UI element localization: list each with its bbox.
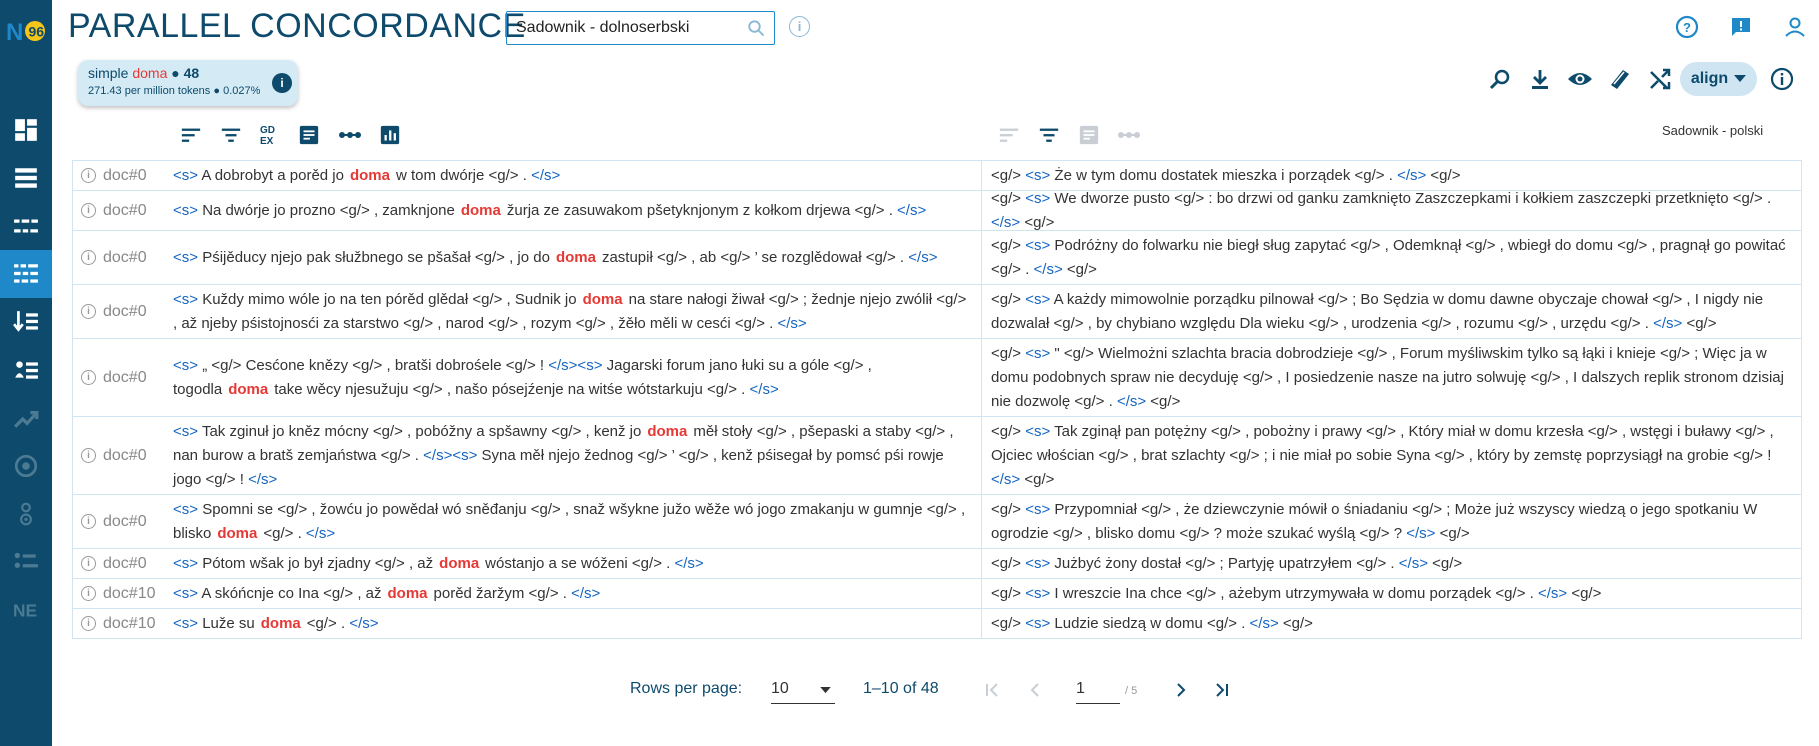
s-close-tag: </s>	[777, 314, 807, 332]
aligned-cell[interactable]	[982, 495, 1802, 548]
page-title: PARALLEL CONCORDANCE	[68, 7, 526, 45]
s-open-tag: <s>	[1025, 189, 1051, 207]
s-open-tag: <s>	[173, 584, 199, 602]
doc-id: doc#10	[103, 614, 156, 632]
s-close-tag: </s>	[1249, 614, 1279, 632]
doc-info-icon[interactable]: i	[81, 514, 96, 529]
keyword-hit[interactable]: doma	[647, 422, 688, 440]
right-context: take wěcy njesužuju <g/> , našo pósejźenje na witśe wótstarkuju <g/> .	[274, 380, 746, 398]
nav-ngrams-icon	[0, 490, 52, 538]
doc-info-icon[interactable]: i	[81, 250, 96, 265]
left-context: „ <g/> Cesćone knězy <g/> , bratši dobrośele <g/> !	[202, 356, 545, 374]
source-cell	[72, 609, 982, 638]
g-tag: <g/>	[991, 166, 1022, 184]
next-page-icon[interactable]	[1173, 682, 1189, 698]
keyword-hit[interactable]: doma	[387, 584, 428, 602]
source-text[interactable]	[171, 350, 981, 406]
align-label: align	[1690, 70, 1729, 87]
left-context: Luže su	[202, 614, 255, 632]
doc-info-icon[interactable]: i	[81, 616, 96, 631]
right-sort-icon	[996, 122, 1022, 148]
source-text[interactable]	[171, 548, 714, 580]
doc-id: doc#0	[103, 201, 147, 219]
doc-id: doc#10	[103, 584, 156, 602]
nav-ne-icon	[0, 586, 52, 634]
s-open-tag: <s>	[173, 422, 199, 440]
left-context: Tak zginuł jo kněz mócny <g/> , pobóžny a spšawny <g/> , kenž jo	[201, 422, 642, 440]
left-context: Na dwórje jo prozno <g/> , zamknjone	[202, 201, 455, 219]
doc-id: doc#0	[103, 512, 147, 530]
current-page: 1	[1076, 680, 1085, 697]
left-context-2: Jagarski forum jano łuki su a góle <g/> , togodla	[173, 356, 872, 398]
rows-per-page-value: 10	[771, 680, 789, 697]
source-cell	[72, 285, 982, 338]
aligned-text: I wreszcie Ina chce <g/> , ażebym utrzymywała w domu porządek <g/> .	[1054, 584, 1534, 602]
right-context: porěd žaržym <g/> .	[433, 584, 567, 602]
s-close-tag: </s>	[991, 470, 1021, 488]
aligned-cell[interactable]	[982, 417, 1802, 494]
right-kwic-view-icon	[1076, 122, 1102, 148]
source-text[interactable]	[171, 416, 981, 496]
frequency-chart-icon[interactable]	[377, 122, 403, 148]
g-tag: <g/>	[1150, 392, 1181, 410]
table-row	[72, 495, 1802, 549]
s-close-tag: </s>	[248, 470, 278, 488]
s-close-tag: </s>	[908, 248, 938, 266]
aligned-cell[interactable]	[982, 231, 1802, 284]
s-close-tag: </s>	[1033, 260, 1063, 278]
keyword-hit[interactable]: doma	[228, 380, 269, 398]
table-row	[72, 417, 1802, 495]
source-cell	[72, 549, 982, 578]
first-page-icon	[984, 682, 1000, 698]
g-tag: <g/>	[991, 236, 1022, 254]
s-close-tag: </s>	[749, 380, 779, 398]
svg-text:EX: EX	[260, 136, 274, 147]
query-summary-chip[interactable]	[78, 60, 298, 106]
right-context: žurja ze zasuwakom pšetyknjonym z kołkom drjewa <g/> .	[506, 201, 893, 219]
aligned-text: We dworze pusto <g/> : bo drzwi od ganku zamknięto Zaszczepkami i kołkiem zaszczepki przetknięto <g/> .	[1054, 189, 1772, 207]
s-boundary-tags: </s><s>	[423, 446, 478, 464]
right-context: na stare nałogi žiwał <g/> ; žednje njejo zwólił <g/> , až njeby pśistojnosći za starstwo <g/> , narod <g/> , rozym <g/> , žěło měli w cesći <g/> .	[173, 290, 967, 332]
nav-keywords-icon	[0, 442, 52, 490]
s-open-tag: <s>	[173, 166, 199, 184]
s-open-tag: <s>	[173, 356, 199, 374]
doc-ref[interactable]	[73, 585, 171, 603]
source-cell	[72, 231, 982, 284]
source-text[interactable]	[171, 242, 947, 274]
rows-per-page-label: Rows per page:	[630, 680, 743, 697]
svg-text:96: 96	[28, 23, 45, 40]
search-icon[interactable]	[747, 19, 765, 37]
g-tag: <g/>	[991, 422, 1022, 440]
collocations-icon[interactable]	[337, 122, 363, 148]
bullet: ●	[171, 65, 180, 81]
filter-icon[interactable]	[218, 122, 244, 148]
doc-id: doc#0	[103, 248, 147, 266]
keyword-hit[interactable]: doma	[460, 201, 501, 219]
pagination	[0, 676, 1819, 706]
right-context: <g/> .	[263, 524, 302, 542]
nav-trends-icon	[0, 394, 52, 442]
svg-text:NE: NE	[13, 600, 38, 621]
nav-dashboard-icon[interactable]	[0, 106, 52, 154]
right-context: zastupił <g/> , ab <g/> ’ se rozglědował <g/> .	[601, 248, 905, 266]
keyword-hit[interactable]: doma	[555, 248, 596, 266]
total-pages: / 5	[1125, 685, 1138, 697]
doc-info-icon[interactable]: i	[81, 370, 96, 385]
shuffle-icon[interactable]	[1647, 66, 1673, 92]
concordance-grid	[72, 160, 1802, 639]
source-text[interactable]	[171, 160, 570, 192]
right-context: měł stoły <g/> , pšepaski a staby <g/> , nan burow a bratš zemjaństwa <g/> .	[173, 422, 954, 464]
s-close-tag: </s>	[674, 554, 704, 572]
left-context: Pśijěducy njejo pak słužbnego se pšašał <g/> , jo do	[202, 248, 550, 266]
s-open-tag: <s>	[173, 248, 199, 266]
svg-text:?: ?	[1683, 20, 1691, 35]
g-tag: <g/>	[1439, 524, 1470, 542]
s-open-tag: <s>	[1025, 614, 1051, 632]
s-open-tag: <s>	[1025, 422, 1051, 440]
nav-frequency-icon[interactable]	[0, 346, 52, 394]
s-close-tag: </s>	[1653, 314, 1683, 332]
nav-text-types-icon	[0, 538, 52, 586]
table-row	[72, 609, 1802, 639]
aligned-text: Jużbyć żony dostał <g/> ; Partyję upatrzyłem <g/> .	[1054, 554, 1395, 572]
source-cell	[72, 339, 982, 416]
s-open-tag: <s>	[173, 554, 199, 572]
doc-ref[interactable]	[73, 249, 171, 267]
doc-ref[interactable]	[73, 369, 171, 387]
s-open-tag: <s>	[173, 201, 199, 219]
s-close-tag: </s>	[531, 166, 561, 184]
doc-id: doc#0	[103, 302, 147, 320]
svg-text:GD: GD	[260, 125, 275, 136]
doc-info-icon[interactable]: i	[81, 448, 96, 463]
table-row	[72, 231, 1802, 285]
s-open-tag: <s>	[173, 290, 199, 308]
source-text[interactable]	[171, 578, 610, 610]
aligned-text: Podróżny do folwarku nie biegł sług zapytać <g/> , Odemknął <g/> , wbiegł do domu <g/> , pragnął go powitać <g/> .	[991, 236, 1786, 278]
view-options-icon[interactable]	[1567, 66, 1593, 92]
aligned-text: Że w tym domu dostatek mieszka i porządek <g/> .	[1054, 166, 1393, 184]
left-context: A skóńcnje co Ina <g/> , až	[201, 584, 382, 602]
source-text[interactable]	[171, 284, 981, 340]
g-tag: <g/>	[991, 584, 1022, 602]
page-range: 1–10 of 48	[863, 680, 939, 697]
source-cell	[72, 417, 982, 494]
s-close-tag: </s>	[305, 524, 336, 542]
doc-info-icon[interactable]: i	[81, 586, 96, 601]
last-page-icon[interactable]	[1214, 682, 1230, 698]
s-close-tag: </s>	[1397, 166, 1427, 184]
g-tag: <g/>	[991, 614, 1022, 632]
doc-id: doc#0	[103, 446, 147, 464]
g-tag: <g/>	[1024, 213, 1055, 231]
corpus-info-icon[interactable]: i	[789, 16, 810, 37]
query-info-icon[interactable]: i	[272, 73, 292, 93]
table-row	[72, 285, 1802, 339]
doc-ref[interactable]	[73, 513, 171, 531]
caret-down-icon	[820, 687, 831, 694]
keyword-hit[interactable]: doma	[217, 524, 258, 542]
source-text[interactable]	[171, 195, 936, 227]
g-tag: <g/>	[991, 189, 1022, 207]
doc-id: doc#0	[103, 368, 147, 386]
g-tag: <g/>	[1430, 166, 1461, 184]
s-close-tag: </s>	[1398, 554, 1428, 572]
aligned-cell[interactable]	[982, 191, 1802, 230]
sort-icon[interactable]	[178, 122, 204, 148]
query-type: simple	[88, 65, 129, 81]
source-text[interactable]	[171, 608, 389, 640]
doc-ref[interactable]	[73, 202, 171, 220]
source-text[interactable]	[171, 494, 981, 550]
info-icon[interactable]	[1769, 66, 1795, 92]
table-row	[72, 549, 1802, 579]
page-number-input[interactable]	[1076, 680, 1120, 704]
s-close-tag: </s>	[1537, 584, 1568, 602]
aligned-text: Ludzie siedzą w domu <g/> .	[1054, 614, 1246, 632]
source-cell	[72, 161, 982, 190]
s-close-tag: </s>	[349, 614, 379, 632]
s-open-tag: <s>	[1025, 166, 1051, 184]
app-logo[interactable]	[5, 16, 47, 46]
s-open-tag: <s>	[173, 500, 199, 518]
aligned-text: " <g/> Wielmożni szlachta bracia dobrodzieje <g/> , Forum myśliwskim tylko są łąki i knieje <g/> ; Więc ja w domu podobnych spraw nie decyduję <g/> , I posiedzenie nasze na jutro solwuję <g/> , I dalszych replik stronom dzisiaj nie dozwolę <g/> .	[991, 344, 1784, 410]
doc-ref[interactable]	[73, 303, 171, 321]
right-context: wóstanjo a se wóženi <g/> .	[485, 554, 671, 572]
g-tag: <g/>	[1432, 554, 1463, 572]
aligned-text: A każdy mimowolnie porządku pilnował <g/> ; Bo Sędzia w domu dawne obyczaje chował <g/> , I nigdy nie dozwalał <g/> , by chybiano względu Dla wieku <g/> , urodzenia <g/> , rozumu <g/> , urzędu <g/> .	[991, 290, 1764, 332]
g-tag: <g/>	[1571, 584, 1602, 602]
keyword-hit[interactable]: doma	[260, 614, 301, 632]
right-filter-icon[interactable]	[1036, 122, 1062, 148]
doc-info-icon[interactable]: i	[81, 304, 96, 319]
aligned-corpus-name: Sadownik - polski	[1662, 123, 1764, 138]
doc-ref[interactable]	[73, 447, 171, 465]
aligned-cell[interactable]	[982, 549, 1802, 578]
aligned-cell[interactable]	[982, 609, 1802, 638]
g-tag: <g/>	[991, 344, 1022, 362]
doc-info-icon[interactable]: i	[81, 556, 96, 571]
nav-parallel-concordance-icon[interactable]	[0, 250, 52, 298]
gdex-icon[interactable]	[257, 122, 283, 148]
download-icon[interactable]	[1527, 66, 1553, 92]
left-context: Spomni se <g/> , žowću jo powědał wó sněđanju <g/> , snaž wšykne južo wěže wó jogo zmakanju w gumnje <g/> , blisko	[173, 500, 966, 542]
doc-id: doc#0	[103, 166, 147, 184]
g-tag: <g/>	[991, 554, 1022, 572]
s-open-tag: <s>	[1025, 584, 1051, 602]
source-cell	[72, 495, 982, 548]
s-open-tag: <s>	[1025, 236, 1051, 254]
source-cell	[72, 579, 982, 608]
rows-per-page-select[interactable]	[771, 680, 835, 704]
doc-ref[interactable]	[73, 555, 171, 573]
prev-page-icon	[1027, 682, 1043, 698]
aligned-text: Przypomniał <g/> , że dziewczynie mówił o śniadaniu <g/> ; Może już wszyscy wiedzą o jego spotkaniu W ogrodzie <g/> , blisko domu <g/> ? może szukać wyślą <g/> ?	[991, 500, 1758, 542]
doc-info-icon[interactable]: i	[81, 203, 96, 218]
s-open-tag: <s>	[1025, 554, 1051, 572]
g-tag: <g/>	[991, 500, 1022, 518]
doc-id: doc#0	[103, 554, 147, 572]
right-context: w tom dwórje <g/> .	[396, 166, 527, 184]
g-tag: <g/>	[1024, 470, 1055, 488]
keyword-hit[interactable]: doma	[439, 554, 480, 572]
help-icon[interactable]	[1674, 14, 1700, 40]
align-dropdown-button[interactable]	[1680, 62, 1757, 96]
s-open-tag: <s>	[1025, 290, 1051, 308]
s-boundary-tags: </s><s>	[548, 356, 603, 374]
feedback-icon[interactable]	[1728, 14, 1754, 40]
book-icon[interactable]	[1607, 66, 1633, 92]
freq-percent: 0.027%	[223, 85, 261, 97]
g-tag: <g/>	[1066, 260, 1097, 278]
zoom-search-icon[interactable]	[1487, 66, 1513, 92]
keyword-hit[interactable]: doma	[582, 290, 623, 308]
table-row	[72, 339, 1802, 417]
svg-text:N: N	[6, 19, 24, 46]
right-context: <g/> .	[306, 614, 346, 632]
right-collocations-icon	[1116, 122, 1142, 148]
caret-down-icon	[1734, 75, 1746, 83]
sidebar	[0, 0, 52, 746]
doc-ref[interactable]	[73, 167, 171, 185]
keyword-hit[interactable]: doma	[349, 166, 390, 184]
table-row	[72, 191, 1802, 231]
s-open-tag: <s>	[1025, 500, 1051, 518]
left-context: A dobrobyt a porěd jo	[201, 166, 344, 184]
hit-count: 48	[183, 65, 200, 81]
right-context-2: Syna měł njejo žednog <g/> ’ <g/> , kenž pśisegał by pomsć pśi rowje jogo <g/> !	[173, 446, 944, 488]
g-tag: <g/>	[1686, 314, 1717, 332]
aligned-text: Tak zginął pan potężny <g/> , pobożny i prawy <g/> , Który miał w domu krzesła <g/> , wstęgi i buławy <g/> , Ojciec włościan <g/> , brat szlachty <g/> ; i nie miał po sobie Syna <g/> , który by zemstę poprzysiągł na grobie <g/> !	[991, 422, 1774, 464]
freq-per-million: 271.43 per million tokens	[88, 85, 211, 97]
kwic-view-icon[interactable]	[296, 122, 322, 148]
bullet: ●	[213, 85, 221, 97]
s-close-tag: </s>	[1116, 392, 1147, 410]
g-tag: <g/>	[1282, 614, 1313, 632]
g-tag: <g/>	[991, 290, 1022, 308]
s-close-tag: </s>	[1406, 524, 1436, 542]
aligned-cell[interactable]	[982, 579, 1802, 608]
nav-concordance-icon[interactable]	[0, 202, 52, 250]
nav-list-icon[interactable]	[0, 154, 52, 202]
s-open-tag: <s>	[173, 614, 199, 632]
s-open-tag: <s>	[1025, 344, 1051, 362]
doc-ref[interactable]	[73, 615, 171, 633]
corpus-search-input[interactable]	[506, 11, 775, 45]
aligned-cell[interactable]	[982, 339, 1802, 416]
nav-sort-order-icon[interactable]	[0, 298, 52, 346]
s-close-tag: </s>	[991, 213, 1021, 231]
query-keyword: doma	[132, 65, 168, 81]
doc-info-icon[interactable]: i	[81, 168, 96, 183]
left-context: Pótom wšak jo był zjadny <g/> , až	[202, 554, 434, 572]
s-close-tag: </s>	[571, 584, 601, 602]
corpus-search-value: Sadownik - dolnoserbski	[516, 19, 690, 36]
aligned-cell[interactable]	[982, 285, 1802, 338]
source-cell	[72, 191, 982, 230]
left-context: Kuždy mimo wóle jo na ten pórěd glědał <g/> , Sudnik jo	[202, 290, 577, 308]
user-account-icon[interactable]	[1782, 14, 1808, 40]
table-row	[72, 579, 1802, 609]
s-close-tag: </s>	[897, 201, 927, 219]
